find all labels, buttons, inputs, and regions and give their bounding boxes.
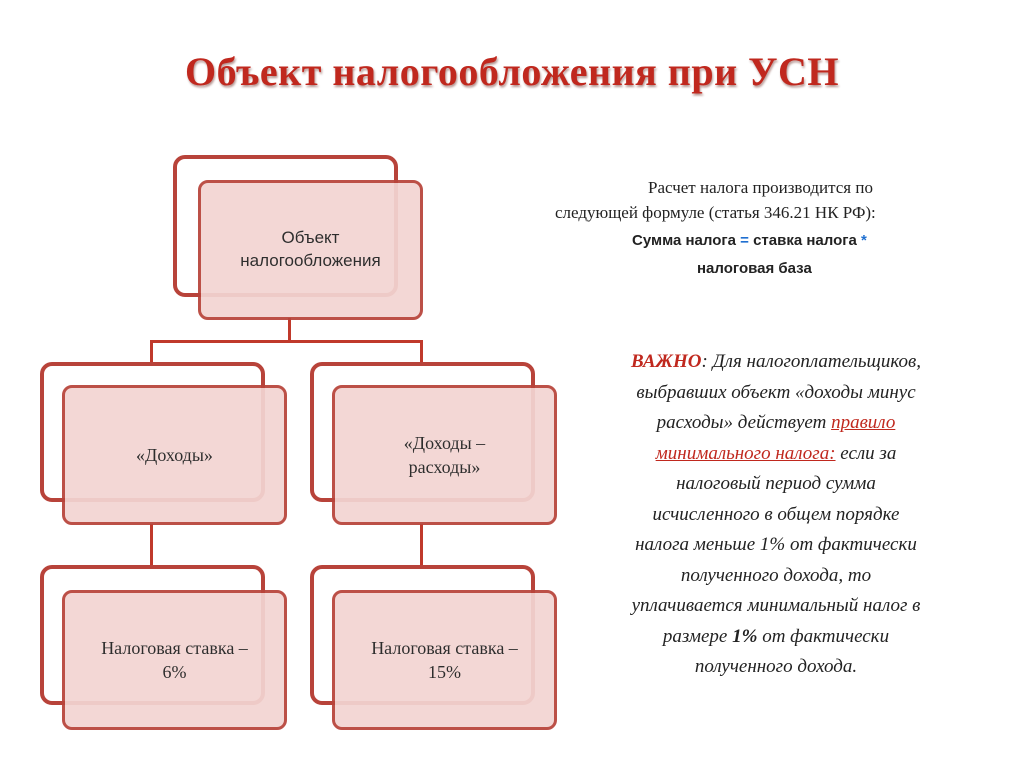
formula-line3 [632,232,867,249]
rate-right-line2: 15% [428,662,461,682]
formula-tax-rate: ставка налога [753,232,857,249]
connector-left-down [150,340,153,364]
connector-left-lower [150,524,153,568]
connector-horizontal [150,340,422,343]
note-t8: полученного дохода, то [680,564,872,586]
formula-tax-sum: Сумма налога [632,232,736,249]
connector-root-stem [288,318,291,342]
note-t6: исчисленного в общем порядке [652,503,900,525]
note-percent: 1% [732,625,758,647]
formula-line1: Расчет налога производится по [648,178,873,197]
note-t11: от фактически [762,625,890,647]
slide-title: Объект налогообложения при УСН [184,49,839,94]
note-t1: : Для налогоплательщиков, [701,351,922,372]
branch-right-line1: «Доходы – [403,432,486,453]
connector-right-down [420,340,423,364]
branch-right-node [332,385,557,525]
formula-line2: следующей формуле (статья 346.21 НК РФ): [555,203,876,222]
root-node-line2: налогообложения [240,251,381,270]
note-t5: налоговый период сумма [676,473,876,494]
connector-right-lower [420,524,423,568]
note-t12: полученного дохода. [694,656,858,677]
min-tax-rule-link[interactable]: правило [831,412,896,433]
rate-left-line2: 6% [162,662,187,682]
important-note [578,347,974,683]
rate-right-line1: Налоговая ставка – [371,637,518,658]
note-t7: налога меньше 1% от фактически [635,534,917,555]
note-t2: выбравших объект «доходы минус [636,381,916,403]
min-tax-rule-link-2[interactable]: минимального налога: [655,442,836,464]
rate-right-node [332,590,557,730]
note-t3: расходы» действует [656,412,827,433]
note-t4: если за [835,442,897,464]
note-t10: размере [662,625,728,647]
formula-tax-base: налоговая база [697,260,812,277]
formula-multiply: * [861,232,867,249]
branch-right-line2: расходы» [408,457,481,477]
branch-left-label: «Доходы» [136,444,213,465]
rate-left-node [62,590,287,730]
formula-equals: = [740,232,749,249]
root-node-line1: Объект [281,228,340,248]
rate-left-line1: Налоговая ставка – [101,637,248,658]
root-node [198,180,423,320]
note-t9: уплачивается минимальный налог в [631,595,921,616]
note-lead: ВАЖНО [630,351,702,372]
branch-left-node [62,385,287,525]
